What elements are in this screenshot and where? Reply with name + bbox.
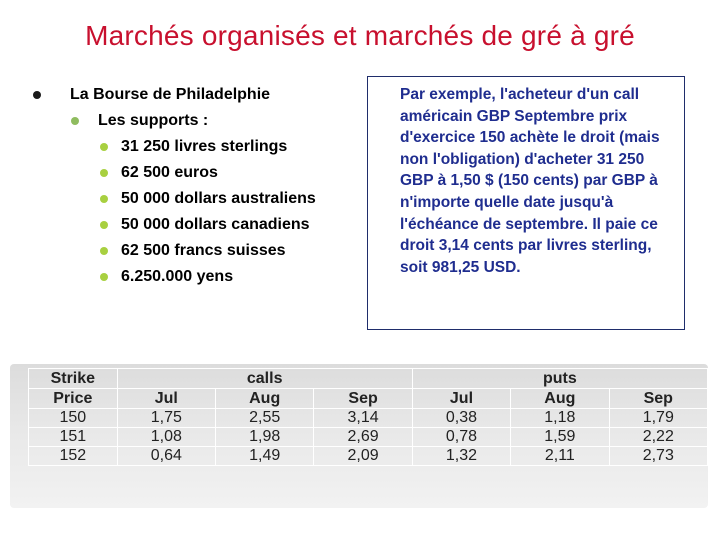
- table-row: [29, 428, 708, 447]
- table-cell: 2,69: [314, 428, 412, 447]
- strike-cell: 152: [29, 447, 118, 466]
- example-paragraph: Par exemple, l'acheteur d'un call américain GBP Septembre prix d'exercice 150 achète le droit (mais non l'obligation) d'acheter 31 250 GBP à 1,50 $ (150 cents) par GBP à n'importe quelle date jusqu'à l'échéance de septembre. Il paie ce droit 3,14 cents par livres sterling, soit 981,25 USD.: [400, 86, 660, 276]
- month-header: Sep: [609, 389, 707, 409]
- table-cell: 2,55: [215, 409, 313, 428]
- bullet-text: 62 500 francs suisses: [121, 242, 286, 259]
- table-cell: 1,18: [511, 409, 609, 428]
- table-cell: 1,32: [412, 447, 510, 466]
- table-cell: 0,78: [412, 428, 510, 447]
- bullet-dot-icon: [100, 221, 108, 229]
- bullet-text: 50 000 dollars australiens: [121, 190, 316, 207]
- table-cell: 2,09: [314, 447, 412, 466]
- table-row: [29, 409, 708, 428]
- bullet-item-support: [32, 134, 362, 160]
- bullet-item-support: [32, 238, 362, 264]
- bullet-text: 31 250 livres sterlings: [121, 138, 288, 155]
- month-header: Sep: [314, 389, 412, 409]
- puts-header: puts: [412, 369, 707, 389]
- strike-cell: 151: [29, 428, 118, 447]
- bullet-dot-icon: [33, 91, 41, 99]
- page-title: Marchés organisés et marchés de gré à gré: [85, 20, 635, 51]
- table-cell: 2,73: [609, 447, 707, 466]
- table-cell: 1,75: [117, 409, 215, 428]
- bullet-text: 62 500 euros: [121, 164, 218, 181]
- options-table-panel: [10, 364, 708, 508]
- month-header: Aug: [511, 389, 609, 409]
- strike-header: Strike: [29, 369, 118, 389]
- bullet-item-support: [32, 264, 362, 290]
- table-cell: 0,64: [117, 447, 215, 466]
- bullet-text: 6.250.000 yens: [121, 268, 234, 285]
- table-cell: 1,59: [511, 428, 609, 447]
- price-header: Price: [29, 389, 118, 409]
- bullet-text: Les supports :: [98, 112, 209, 129]
- table-header-row: [29, 389, 708, 409]
- table-cell: 0,38: [412, 409, 510, 428]
- bullet-dot-icon: [71, 117, 79, 125]
- table-cell: 1,49: [215, 447, 313, 466]
- table-header-row: [29, 369, 708, 389]
- strike-cell: 150: [29, 409, 118, 428]
- bullet-dot-icon: [100, 247, 108, 255]
- bullet-item-support: [32, 160, 362, 186]
- month-header: Aug: [215, 389, 313, 409]
- bullet-dot-icon: [100, 195, 108, 203]
- table-row: [29, 447, 708, 466]
- bullet-dot-icon: [100, 169, 108, 177]
- bullet-item-support: [32, 212, 362, 238]
- bullet-item-level2: [32, 108, 362, 134]
- table-cell: 1,08: [117, 428, 215, 447]
- bullet-dot-icon: [100, 273, 108, 281]
- bullet-item-support: [32, 186, 362, 212]
- table-cell: 2,22: [609, 428, 707, 447]
- bullet-text: 50 000 dollars canadiens: [121, 216, 310, 233]
- month-header: Jul: [412, 389, 510, 409]
- bullet-text: La Bourse de Philadelphie: [70, 86, 271, 103]
- table-cell: 3,14: [314, 409, 412, 428]
- bullet-item-level1: [32, 82, 362, 108]
- bullet-dot-icon: [100, 143, 108, 151]
- table-cell: 2,11: [511, 447, 609, 466]
- footer-area: [0, 512, 720, 540]
- table-cell: 1,79: [609, 409, 707, 428]
- example-text-box: [367, 76, 685, 330]
- table-cell: 1,98: [215, 428, 313, 447]
- month-header: Jul: [117, 389, 215, 409]
- calls-header: calls: [117, 369, 412, 389]
- options-price-table: [28, 368, 708, 466]
- bullet-list: [32, 82, 362, 290]
